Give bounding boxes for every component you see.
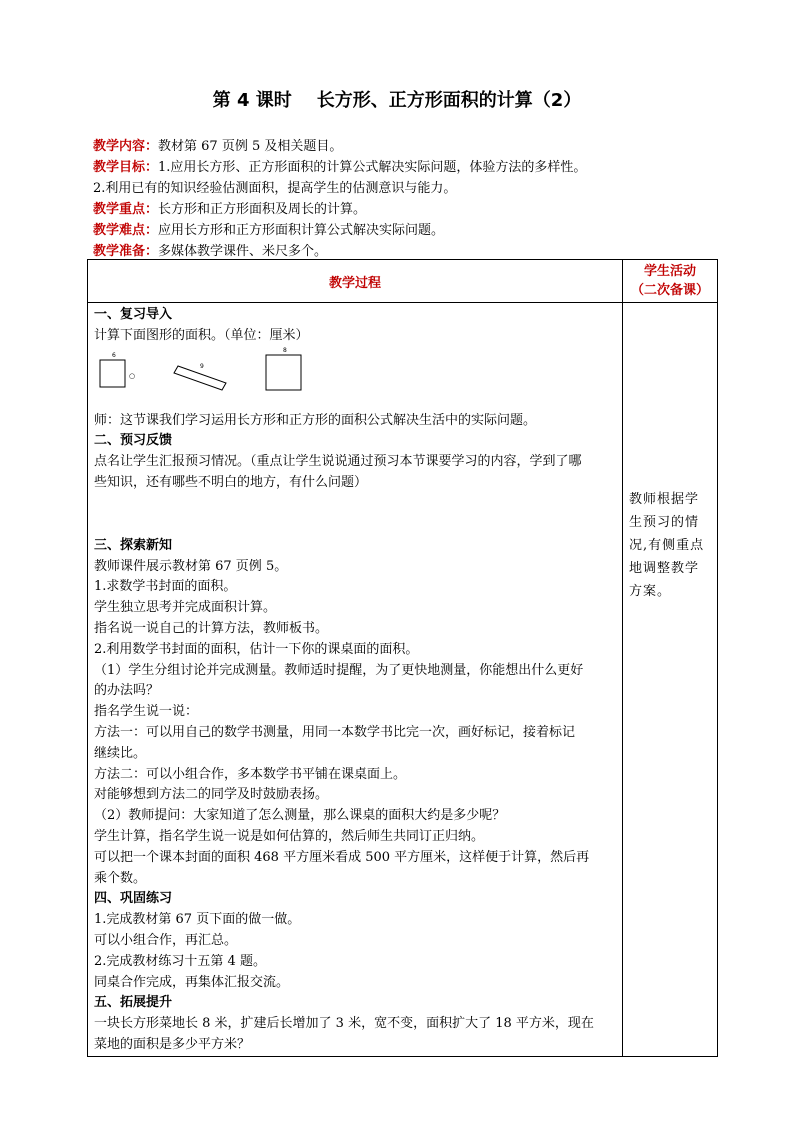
meta-text: 多媒体教学课件、米尺多个。: [158, 244, 328, 259]
content-line: 对能够想到方法二的同学及时鼓励表扬。: [94, 787, 329, 803]
content-line: 2.完成教材练习十五第 4 题。: [94, 953, 266, 969]
header-student-activity: [623, 260, 718, 303]
meta-text: 长方形和正方形面积及周长的计算。: [158, 202, 367, 217]
section-heading: 一、复习导入: [94, 307, 173, 322]
lesson-table: [87, 259, 718, 1057]
content-line: 继续比。: [94, 745, 147, 761]
meta-text: 2.利用已有的知识经验估测面积，提高学生的估测意识与能力。: [93, 181, 457, 196]
section-heading: 二、预习反馈: [94, 433, 173, 449]
content-line: 点名让学生汇报预习情况。（重点让学生说说通过预习本节课要学习的内容，学到了哪: [94, 454, 582, 470]
header-process: 教学过程: [88, 260, 623, 303]
page-title: 第 4 课时 长方形、正方形面积的计算（2）: [212, 90, 582, 111]
content-line: （1）学生分组讨论并完成测量。教师适时提醒，为了更快地测量，你能想出什么更好: [94, 662, 584, 678]
content-line: 乘个数。: [94, 870, 147, 886]
process-content: [88, 303, 623, 1057]
section-heading: 三、探索新知: [94, 537, 173, 553]
content-line: 一块长方形菜地长 8 米，扩建后长增加了 3 米，宽不变，面积扩大了 18 平方米，现在: [94, 1016, 594, 1032]
meta-row: [93, 178, 733, 199]
header-second-prep-label: （二次备课）: [630, 283, 709, 298]
spacer: [94, 494, 617, 515]
content-line: 方法二：可以小组合作，多本数学书平铺在课桌面上。: [94, 766, 407, 782]
content-line: （2）教师提问：大家知道了怎么测量，那么课桌的面积大约是多少呢？: [94, 808, 506, 824]
meta-row: [93, 136, 733, 157]
side-note-line: 生预习的情: [629, 515, 700, 530]
square-side-mark: ○: [129, 371, 136, 380]
slanted-rectangle-label: 9: [200, 362, 204, 370]
content-line: 指名说一说自己的计算方法，教师板书。: [94, 620, 329, 636]
content-line: 1.完成教材第 67 页下面的做一做。: [94, 912, 301, 928]
meta-text: 1.应用长方形、正方形面积的计算公式解决实际问题，体验方法的多样性。: [158, 160, 587, 175]
area-figures: [94, 347, 617, 411]
content-line: 1.求数学书封面的面积。: [94, 579, 237, 595]
content-line: 的办法吗？: [94, 683, 160, 699]
content-line: 菜地的面积是多少平方米？: [94, 1036, 251, 1052]
meta-label: 教学重点：: [93, 202, 159, 217]
lesson-meta: [93, 136, 733, 262]
section-heading: 四、巩固练习: [94, 891, 173, 907]
meta-label: 教学目标：: [93, 160, 159, 175]
meta-text: 应用长方形和正方形面积计算公式解决实际问题。: [158, 223, 445, 238]
content-line: 可以把一个课本封面的面积 468 平方厘米看成 500 平方厘米，这样便于计算，然后再: [94, 849, 590, 865]
meta-row: [93, 199, 733, 220]
side-note-line: 况,有侧重点: [629, 538, 705, 553]
content-line: 师：这节课我们学习运用长方形和正方形的面积公式解决生活中的实际问题。: [94, 412, 537, 428]
meta-row: [93, 157, 733, 178]
content-line: 同桌合作完成，再集体汇报交流。: [94, 974, 290, 990]
rectangle-label: 8: [283, 346, 287, 354]
side-note-line: 方案。: [629, 584, 672, 599]
figures-svg: [94, 347, 334, 411]
side-note-line: 教师根据学: [629, 492, 700, 507]
content-line: 计算下面图形的面积。（单位：厘米）: [94, 327, 309, 343]
content-line: 指名学生说一说：: [94, 704, 199, 720]
content-line: 学生独立思考并完成面积计算。: [94, 600, 277, 616]
section-heading: 五、拓展提升: [94, 995, 173, 1011]
meta-label: 教学难点：: [93, 223, 159, 238]
rectangle-figure: [266, 355, 301, 390]
content-line: 些知识，还有哪些不明白的地方，有什么问题）: [94, 474, 368, 490]
meta-label: 教学准备：: [93, 244, 159, 259]
content-line: 方法一：可以用自己的数学书测量，用同一本数学书比完一次，画好标记，接着标记: [94, 724, 576, 740]
content-line: 教师课件展示教材第 67 页例 5。: [94, 558, 288, 574]
square-figure: [100, 360, 125, 387]
content-line: 学生计算，指名学生说一说是如何估算的，然后师生共同订正归纳。: [94, 828, 485, 844]
meta-row: [93, 220, 733, 241]
meta-text: 教材第 67 页例 5 及相关题目。: [158, 139, 343, 154]
content-line: 2.利用数学书封面的面积，估计一下你的课桌面的面积。: [94, 641, 419, 657]
content-line: 可以小组合作，再汇总。: [94, 932, 238, 948]
student-activity-column: [623, 303, 718, 1057]
header-activity-label: 学生活动: [643, 264, 696, 279]
side-note-line: 地调整教学: [629, 561, 700, 576]
square-label: 6: [112, 351, 116, 359]
spacer: [94, 515, 617, 536]
meta-label: 教学内容：: [93, 139, 159, 154]
